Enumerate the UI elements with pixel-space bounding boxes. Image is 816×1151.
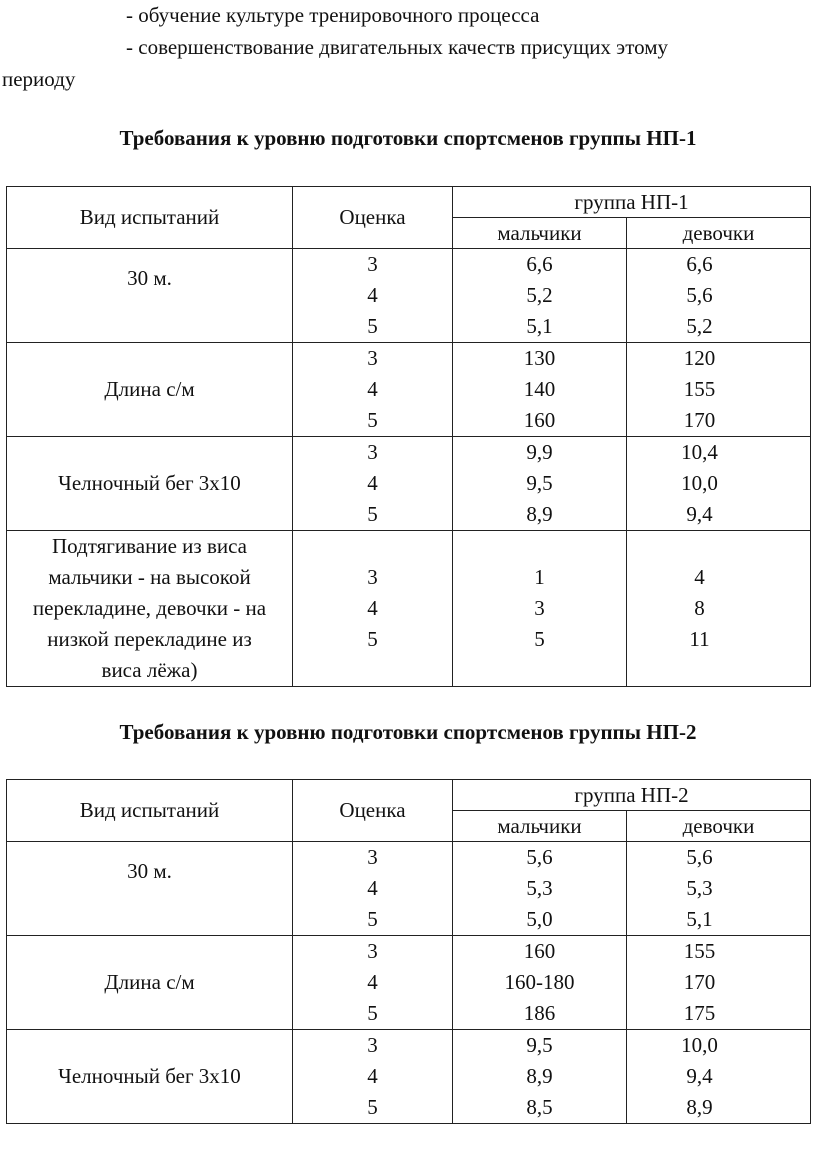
test-name: Длина с/м [7, 343, 293, 437]
boys-value: 8,9 [526, 502, 553, 526]
boys-value: 5 [534, 627, 545, 651]
table1-header-girls: девочки [627, 218, 811, 249]
test-name-line: Подтягивание из виса [52, 534, 247, 558]
girls-value: 155 [683, 377, 716, 401]
table2-header-boys: мальчики [453, 811, 627, 842]
boys-value: 9,9 [526, 440, 553, 464]
grade: 3 [367, 346, 378, 370]
test-name: 30 м. [7, 842, 293, 936]
girls-value: 10,0 [681, 1033, 718, 1057]
boys-value: 140 [523, 377, 556, 401]
grade: 4 [367, 876, 378, 900]
girls-value: 155 [683, 939, 716, 963]
boys-value: 5,6 [526, 845, 553, 869]
grade: 5 [367, 907, 378, 931]
intro-bullet-2-continuation: периоду [2, 67, 76, 91]
test-name: 30 м. [7, 249, 293, 343]
grade: 3 [367, 1033, 378, 1057]
girls-value: 9,4 [686, 1064, 713, 1088]
boys-value: 8,5 [526, 1095, 553, 1119]
test-name-line: мальчики - на высокой [48, 565, 251, 589]
table1-header-boys: мальчики [453, 218, 627, 249]
grade: 5 [367, 627, 378, 651]
boys-value: 130 [523, 346, 556, 370]
grade: 5 [367, 1001, 378, 1025]
table-row [7, 249, 811, 343]
grade: 4 [367, 377, 378, 401]
boys-value: 5,2 [526, 283, 553, 307]
grade: 4 [367, 471, 378, 495]
girls-value: 5,2 [686, 314, 713, 338]
intro-bullet-1: - обучение культуре тренировочного процесса [126, 3, 540, 27]
boys-value: 160-180 [504, 970, 575, 994]
girls-value: 10,0 [681, 471, 718, 495]
boys-value: 186 [523, 1001, 556, 1025]
grade: 4 [367, 1064, 378, 1088]
test-name: Длина с/м [7, 936, 293, 1030]
table-row [7, 531, 811, 687]
boys-value: 9,5 [526, 1033, 553, 1057]
table1 [6, 186, 811, 687]
girls-value: 170 [683, 408, 716, 432]
grade: 3 [367, 845, 378, 869]
test-name: Челночный бег 3х10 [7, 1030, 293, 1124]
grade: 5 [367, 502, 378, 526]
girls-value: 8,9 [686, 1095, 713, 1119]
girls-value: 10,4 [681, 440, 718, 464]
grade: 3 [367, 252, 378, 276]
table-row [7, 1030, 811, 1124]
grade: 3 [367, 565, 378, 589]
girls-value: 4 [694, 565, 705, 589]
table2-header-test: Вид испытаний [7, 780, 293, 842]
girls-value: 5,6 [686, 845, 713, 869]
table2 [6, 779, 811, 1124]
grade: 5 [367, 1095, 378, 1119]
test-name-line: низкой перекладине из [47, 627, 252, 651]
boys-value: 5,0 [526, 907, 553, 931]
grade: 4 [367, 596, 378, 620]
girls-value: 8 [694, 596, 705, 620]
boys-value: 6,6 [526, 252, 553, 276]
boys-value: 9,5 [526, 471, 553, 495]
table2-title: Требования к уровню подготовки спортсменов группы НП-2 [119, 720, 697, 744]
boys-value: 3 [534, 596, 545, 620]
boys-value: 5,1 [526, 314, 553, 338]
table-row [7, 437, 811, 531]
girls-value: 5,1 [686, 907, 713, 931]
girls-value: 5,6 [686, 283, 713, 307]
table-row [7, 936, 811, 1030]
table-row [7, 343, 811, 437]
girls-value: 5,3 [686, 876, 713, 900]
grade: 5 [367, 408, 378, 432]
girls-value: 11 [689, 627, 710, 651]
boys-value: 160 [523, 939, 556, 963]
intro-bullet-2: - совершенствование двигательных качеств присущих этому [126, 35, 668, 59]
test-name-line: перекладине, девочки - на [32, 596, 267, 620]
girls-value: 6,6 [686, 252, 713, 276]
table2-header-grade: Оценка [293, 780, 453, 842]
grade: 4 [367, 970, 378, 994]
grade: 3 [367, 939, 378, 963]
boys-value: 1 [534, 565, 545, 589]
girls-value: 120 [683, 346, 716, 370]
table1-header-group: группа НП-1 [453, 187, 811, 218]
girls-value: 9,4 [686, 502, 713, 526]
boys-value: 5,3 [526, 876, 553, 900]
grade: 3 [367, 440, 378, 464]
table1-title: Требования к уровню подготовки спортсменов группы НП-1 [119, 126, 697, 150]
girls-value: 170 [683, 970, 716, 994]
table1-header-grade: Оценка [293, 187, 453, 249]
grade: 5 [367, 314, 378, 338]
table2-header-group: группа НП-2 [453, 780, 811, 811]
girls-value: 175 [683, 1001, 716, 1025]
test-name-line: виса лёжа) [101, 658, 198, 682]
boys-value: 160 [523, 408, 556, 432]
test-name: Челночный бег 3х10 [7, 437, 293, 531]
grade: 4 [367, 283, 378, 307]
boys-value: 8,9 [526, 1064, 553, 1088]
test-name-pullups [7, 531, 293, 687]
table1-header-test: Вид испытаний [7, 187, 293, 249]
table2-header-girls: девочки [627, 811, 811, 842]
table-row [7, 842, 811, 936]
